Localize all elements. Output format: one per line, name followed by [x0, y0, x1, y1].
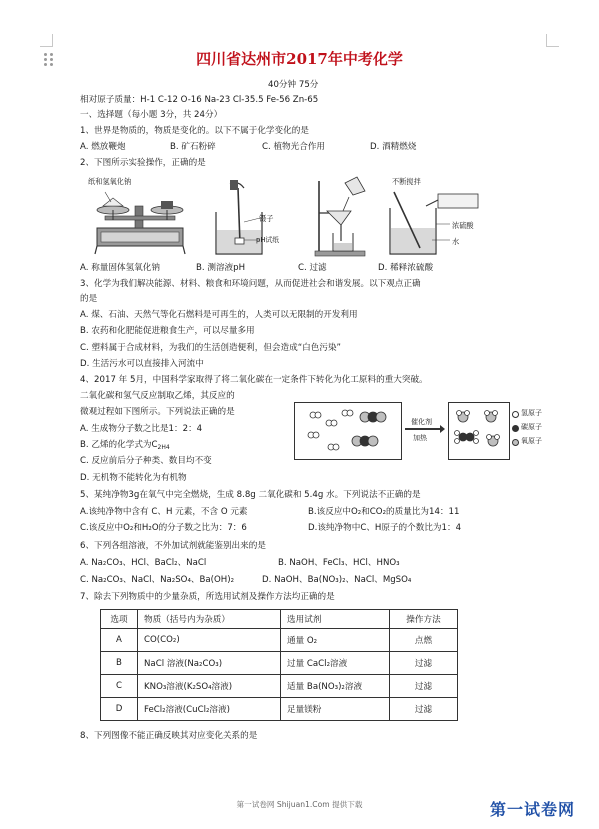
q4-stem-line3: 微观过程如下图所示。下列说法正确的是	[80, 407, 235, 417]
q6-option-a: A. Na₂CO₃、HCl、BaCl₂、NaCl	[80, 558, 207, 568]
hydrogen-atom-icon	[512, 411, 519, 418]
table-cell: 适量 Ba(NO₃)₂溶液	[281, 675, 390, 698]
table-cell: KNO₃溶液(K₂SO₄溶液)	[138, 675, 281, 698]
table-row	[101, 698, 458, 721]
fig-b-label-ph-paper: pH试纸	[256, 236, 280, 244]
q1-option-a: A. 燃放鞭炮	[80, 142, 126, 152]
q2-option-c: C. 过滤	[298, 263, 327, 273]
q6-option-d: D. NaOH、Ba(NO₃)₂、NaCl、MgSO₄	[262, 575, 412, 585]
table-cell: 通量 O₂	[281, 629, 390, 652]
table-cell: D	[101, 698, 138, 721]
q8-stem: 8、下列图像不能正确反映其对应变化关系的是	[80, 731, 258, 741]
legend-hydrogen: 氢原子	[521, 409, 542, 417]
fig-d-label-water: 水	[452, 237, 460, 246]
q3-stem-line1: 3、化学为我们解决能源、材料、粮食和环境问题，从而促进社会和谐发展。以下观点正确	[80, 279, 421, 289]
table-header-cell: 操作方法	[390, 610, 458, 629]
table-row	[101, 629, 458, 652]
q6-stem: 6、下列各组溶液，不外加试剂就能鉴别出来的是	[80, 541, 266, 551]
table-row	[101, 675, 458, 698]
carbon-atom-icon	[512, 425, 519, 432]
q7-stem: 7、除去下列物质中的少量杂质，所选用试剂及操作方法均正确的是	[80, 592, 335, 602]
table-header-cell: 选用试剂	[281, 610, 390, 629]
page-corner-mark	[40, 34, 53, 47]
fig-d-label-stir: 不断搅拌	[392, 177, 421, 186]
q2-stem: 2、下图所示实验操作，正确的是	[80, 158, 206, 168]
q3-option-a: A. 煤、石油、天然气等化石燃料是可再生的，人类可以无限制的开发利用	[80, 310, 358, 320]
table-row	[101, 652, 458, 675]
heat-label: 加热	[413, 434, 427, 442]
q3-option-c: C. 塑料属于合成材料，为我们的生活创造便利，但会造成“白色污染”	[80, 343, 341, 353]
page-footer: 第一试卷网 Shijuan1.Com 提供下载	[236, 800, 363, 809]
table-header-row	[101, 610, 458, 629]
page-corner-mark	[546, 34, 559, 47]
page-title: 四川省达州市2017年中考化学	[196, 50, 403, 68]
q5-option-c: C.该反应中O₂和H₂O的分子数之比为：7：6	[80, 523, 247, 533]
q1-option-d: D. 酒精燃烧	[370, 142, 417, 152]
table-cell: B	[101, 652, 138, 675]
legend-oxygen: 氧原子	[521, 437, 542, 445]
table-cell: CO(CO₂)	[138, 629, 281, 652]
q3-option-d: D. 生活污水可以直接排入河流中	[80, 359, 204, 369]
catalyst-label: 催化剂	[411, 418, 432, 426]
q4-option-b-text: B. 乙烯的化学式为C	[80, 440, 158, 450]
q5-option-a: A.该纯净物中含有 C、H 元素，不含 O 元素	[80, 507, 248, 517]
q4-option-a: A. 生成物分子数之比是1：2：4	[80, 424, 203, 434]
brand-logo: 第一试卷网	[490, 800, 576, 819]
q1-option-c: C. 植物光合作用	[262, 142, 326, 152]
q5-option-d: D.该纯净物中C、H原子的个数比为1：4	[308, 523, 462, 533]
table-cell: 足量镁粉	[281, 698, 390, 721]
table-header-cell: 物质（括号内为杂质）	[138, 610, 281, 629]
table-cell: 过滤	[390, 698, 458, 721]
table-cell: 点燃	[390, 629, 458, 652]
dilution-illustration	[380, 178, 490, 258]
q2-option-a: A. 称量固体氢氧化钠	[80, 263, 160, 273]
q5-option-b: B.该反应中O₂和CO₂的质量比为14：11	[308, 507, 460, 517]
exam-info: 40分钟 75分	[268, 80, 319, 90]
reactant-box	[294, 402, 402, 460]
q4-option-b	[80, 440, 170, 453]
fig-d-label-acid: 浓硫酸	[452, 221, 474, 230]
reaction-arrow	[405, 428, 443, 430]
q3-option-b: B. 农药和化肥能促进粮食生产，可以尽量多用	[80, 326, 255, 336]
product-box	[448, 402, 510, 460]
fig-b-label-tweezers: 镊子	[259, 214, 274, 223]
table-cell: 过滤	[390, 652, 458, 675]
q4-option-b-subscript: 2H4	[157, 444, 170, 451]
table-cell: FeCl₂溶液(CuCl₂溶液)	[138, 698, 281, 721]
table-header-cell: 选项	[101, 610, 138, 629]
reaction-arrow-head-icon	[440, 425, 445, 433]
table-cell: 过滤	[390, 675, 458, 698]
filtration-illustration	[305, 175, 375, 259]
q1-stem: 1、世界是物质的，物质是变化的。以下不属于化学变化的是	[80, 126, 309, 136]
q3-stem-line2: 的是	[80, 294, 98, 304]
q7-options-table	[100, 609, 458, 721]
legend-carbon: 碳原子	[521, 423, 542, 431]
table-cell: 过量 CaCl₂溶液	[281, 652, 390, 675]
q6-option-c: C. Na₂CO₃、NaCl、Na₂SO₄、Ba(OH)₂	[80, 575, 235, 585]
ph-test-illustration	[210, 178, 290, 258]
q4-option-c: C. 反应前后分子种类、数目均不变	[80, 456, 212, 466]
q2-option-b: B. 测溶液pH	[196, 263, 246, 273]
q2-option-d: D. 稀释浓硫酸	[378, 263, 434, 273]
table-cell: NaCl 溶液(Na₂CO₃)	[138, 652, 281, 675]
q1-option-b: B. 矿石粉碎	[170, 142, 216, 152]
atomic-mass-line: 相对原子质量：H-1 C-12 O-16 Na-23 Cl-35.5 Fe-56 Zn-65	[80, 95, 319, 105]
q4-stem-line2: 二氧化碳和氢气反应制取乙烯，其反应的	[80, 391, 235, 401]
section-heading: 一、选择题（每小题 3分，共 24分）	[80, 110, 223, 120]
q4-stem-line1: 4、2017 年 5月，中国科学家取得了将二氧化碳在一定条件下转化为化工原料的重大突破。	[80, 375, 428, 385]
q6-option-b: B. NaOH、FeCl₃、HCl、HNO₃	[278, 558, 400, 568]
table-cell: A	[101, 629, 138, 652]
table-cell: C	[101, 675, 138, 698]
q5-stem: 5、某纯净物3g在氧气中完全燃烧，生成 8.8g 二氧化碳和 5.4g 水。下列说法不正确的是	[80, 490, 421, 500]
oxygen-atom-icon	[512, 439, 519, 446]
q4-option-d: D. 无机物不能转化为有机物	[80, 473, 187, 483]
fig-a-label: 纸和氢氧化钠	[88, 177, 132, 186]
